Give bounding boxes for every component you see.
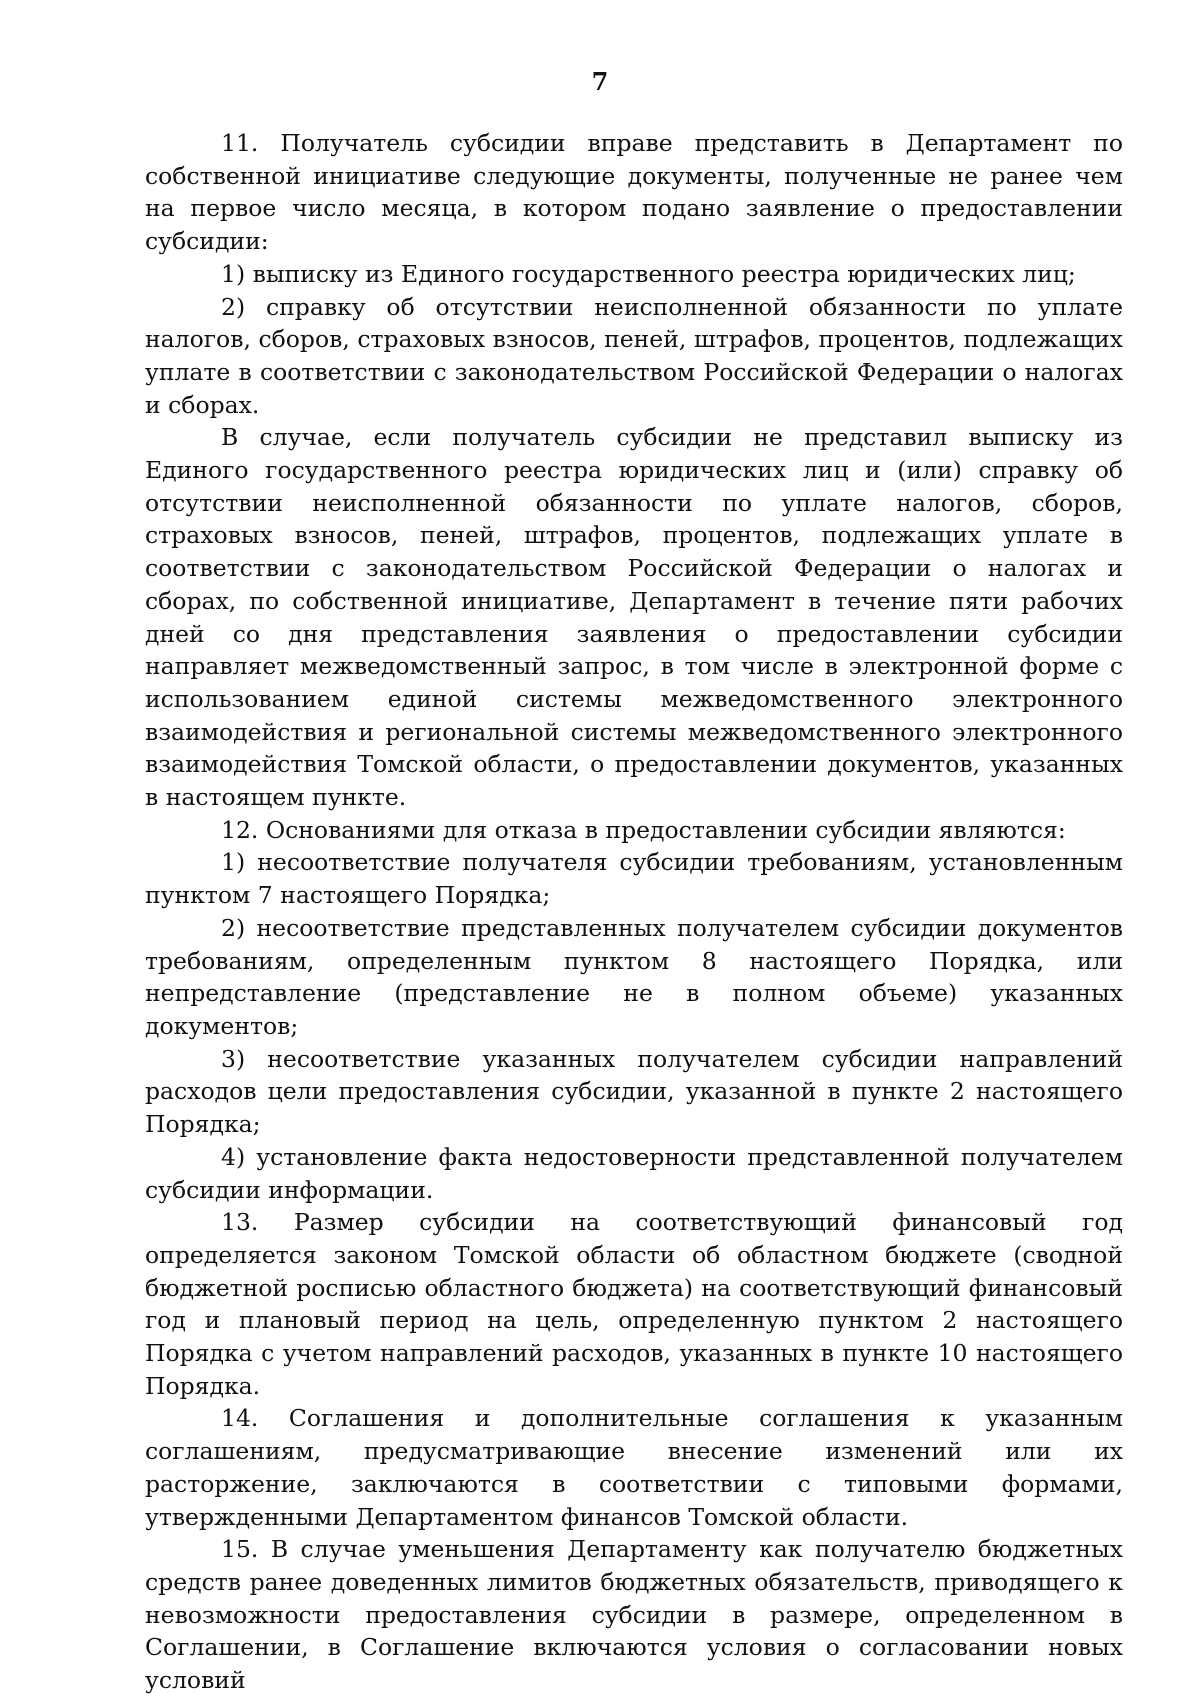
paragraph-11-item-2: 2) справку об отсутствии неисполненной обязанности по уплате налогов, сборов, страховых взносов, пеней, штрафов, процентов, подлежащих уплате в соответствии с законодательством Российской Федерации о налогах и сборах. [145,292,1123,419]
paragraph-12-item-2: 2) несоответствие представленных получателем субсидии документов требованиям, определенным пунктом 8 настоящего Порядка, или непредставление (представление не в полном объеме) указанных документов; [145,913,1123,1040]
paragraph-12-item-1: 1) несоответствие получателя субсидии требованиям, установленным пунктом 7 настоящего Порядка; [145,848,1123,910]
paragraph-14: 14. Соглашения и дополнительные соглашения к указанным соглашениям, предусматривающие внесение изменений или их расторжение, заключаются в соответствии с типовыми формами, утвержденными Департаментом финансов Томской области. [145,1404,1123,1531]
paragraph-12: 12. Основаниями для отказа в предоставлении субсидии являются: [221,815,1066,844]
paragraph-11: 11. Получатель субсидии вправе представить в Департамент по собственной инициативе следующие документы, полученные не ранее чем на первое число месяца, в котором подано заявление о предоставлении субсидии: [145,129,1123,256]
paragraph-12-item-3: 3) несоответствие указанных получателем субсидии направлений расходов цели предоставления субсидии, указанной в пункте 2 настоящего Порядка; [145,1044,1123,1139]
paragraph-13: 13. Размер субсидии на соответствующий финансовый год определяется законом Томской области об областном бюджете (сводной бюджетной росписью областного бюджета) на соответствующий финансовый год и плановый период на цель, определенную пунктом 2 настоящего Порядка с учетом направлений расходов, указанных в пункте 10 настоящего Порядка. [145,1208,1123,1400]
document-body [145,127,1123,1697]
paragraph-15: 15. В случае уменьшения Департаменту как получателю бюджетных средств ранее доведенных лимитов бюджетных обязательств, приводящего к невозможности предоставления субсидии в размере, определенном в Соглашении, в Соглашение включаются условия о согласовании новых условий [145,1535,1123,1695]
paragraph-12-item-4: 4) установление факта недостоверности представленной получателем субсидии информации. [145,1142,1123,1204]
paragraph-11-note: В случае, если получатель субсидии не представил выписку из Единого государственного реестра юридических лиц и (или) справку об отсутствии неисполненной обязанности по уплате налогов, сборов, страховых взносов, пеней, штрафов, процентов, подлежащих уплате в соответствии с законодательством Российской Федерации о налогах и сборах, по собственной инициативе, Департамент в течение пяти рабочих дней со дня представления заявления о предоставлении субсидии направляет межведомственный запрос, в том числе в электронной форме с использованием единой системы межведомственного электронного взаимодействия и региональной системы межведомственного электронного взаимодействия Томской области, о предоставлении документов, указанных в настоящем пункте. [145,423,1123,812]
paragraph-11-item-1: 1) выписку из Единого государственного реестра юридических лиц; [221,259,1076,288]
page-number: 7 [591,67,609,96]
